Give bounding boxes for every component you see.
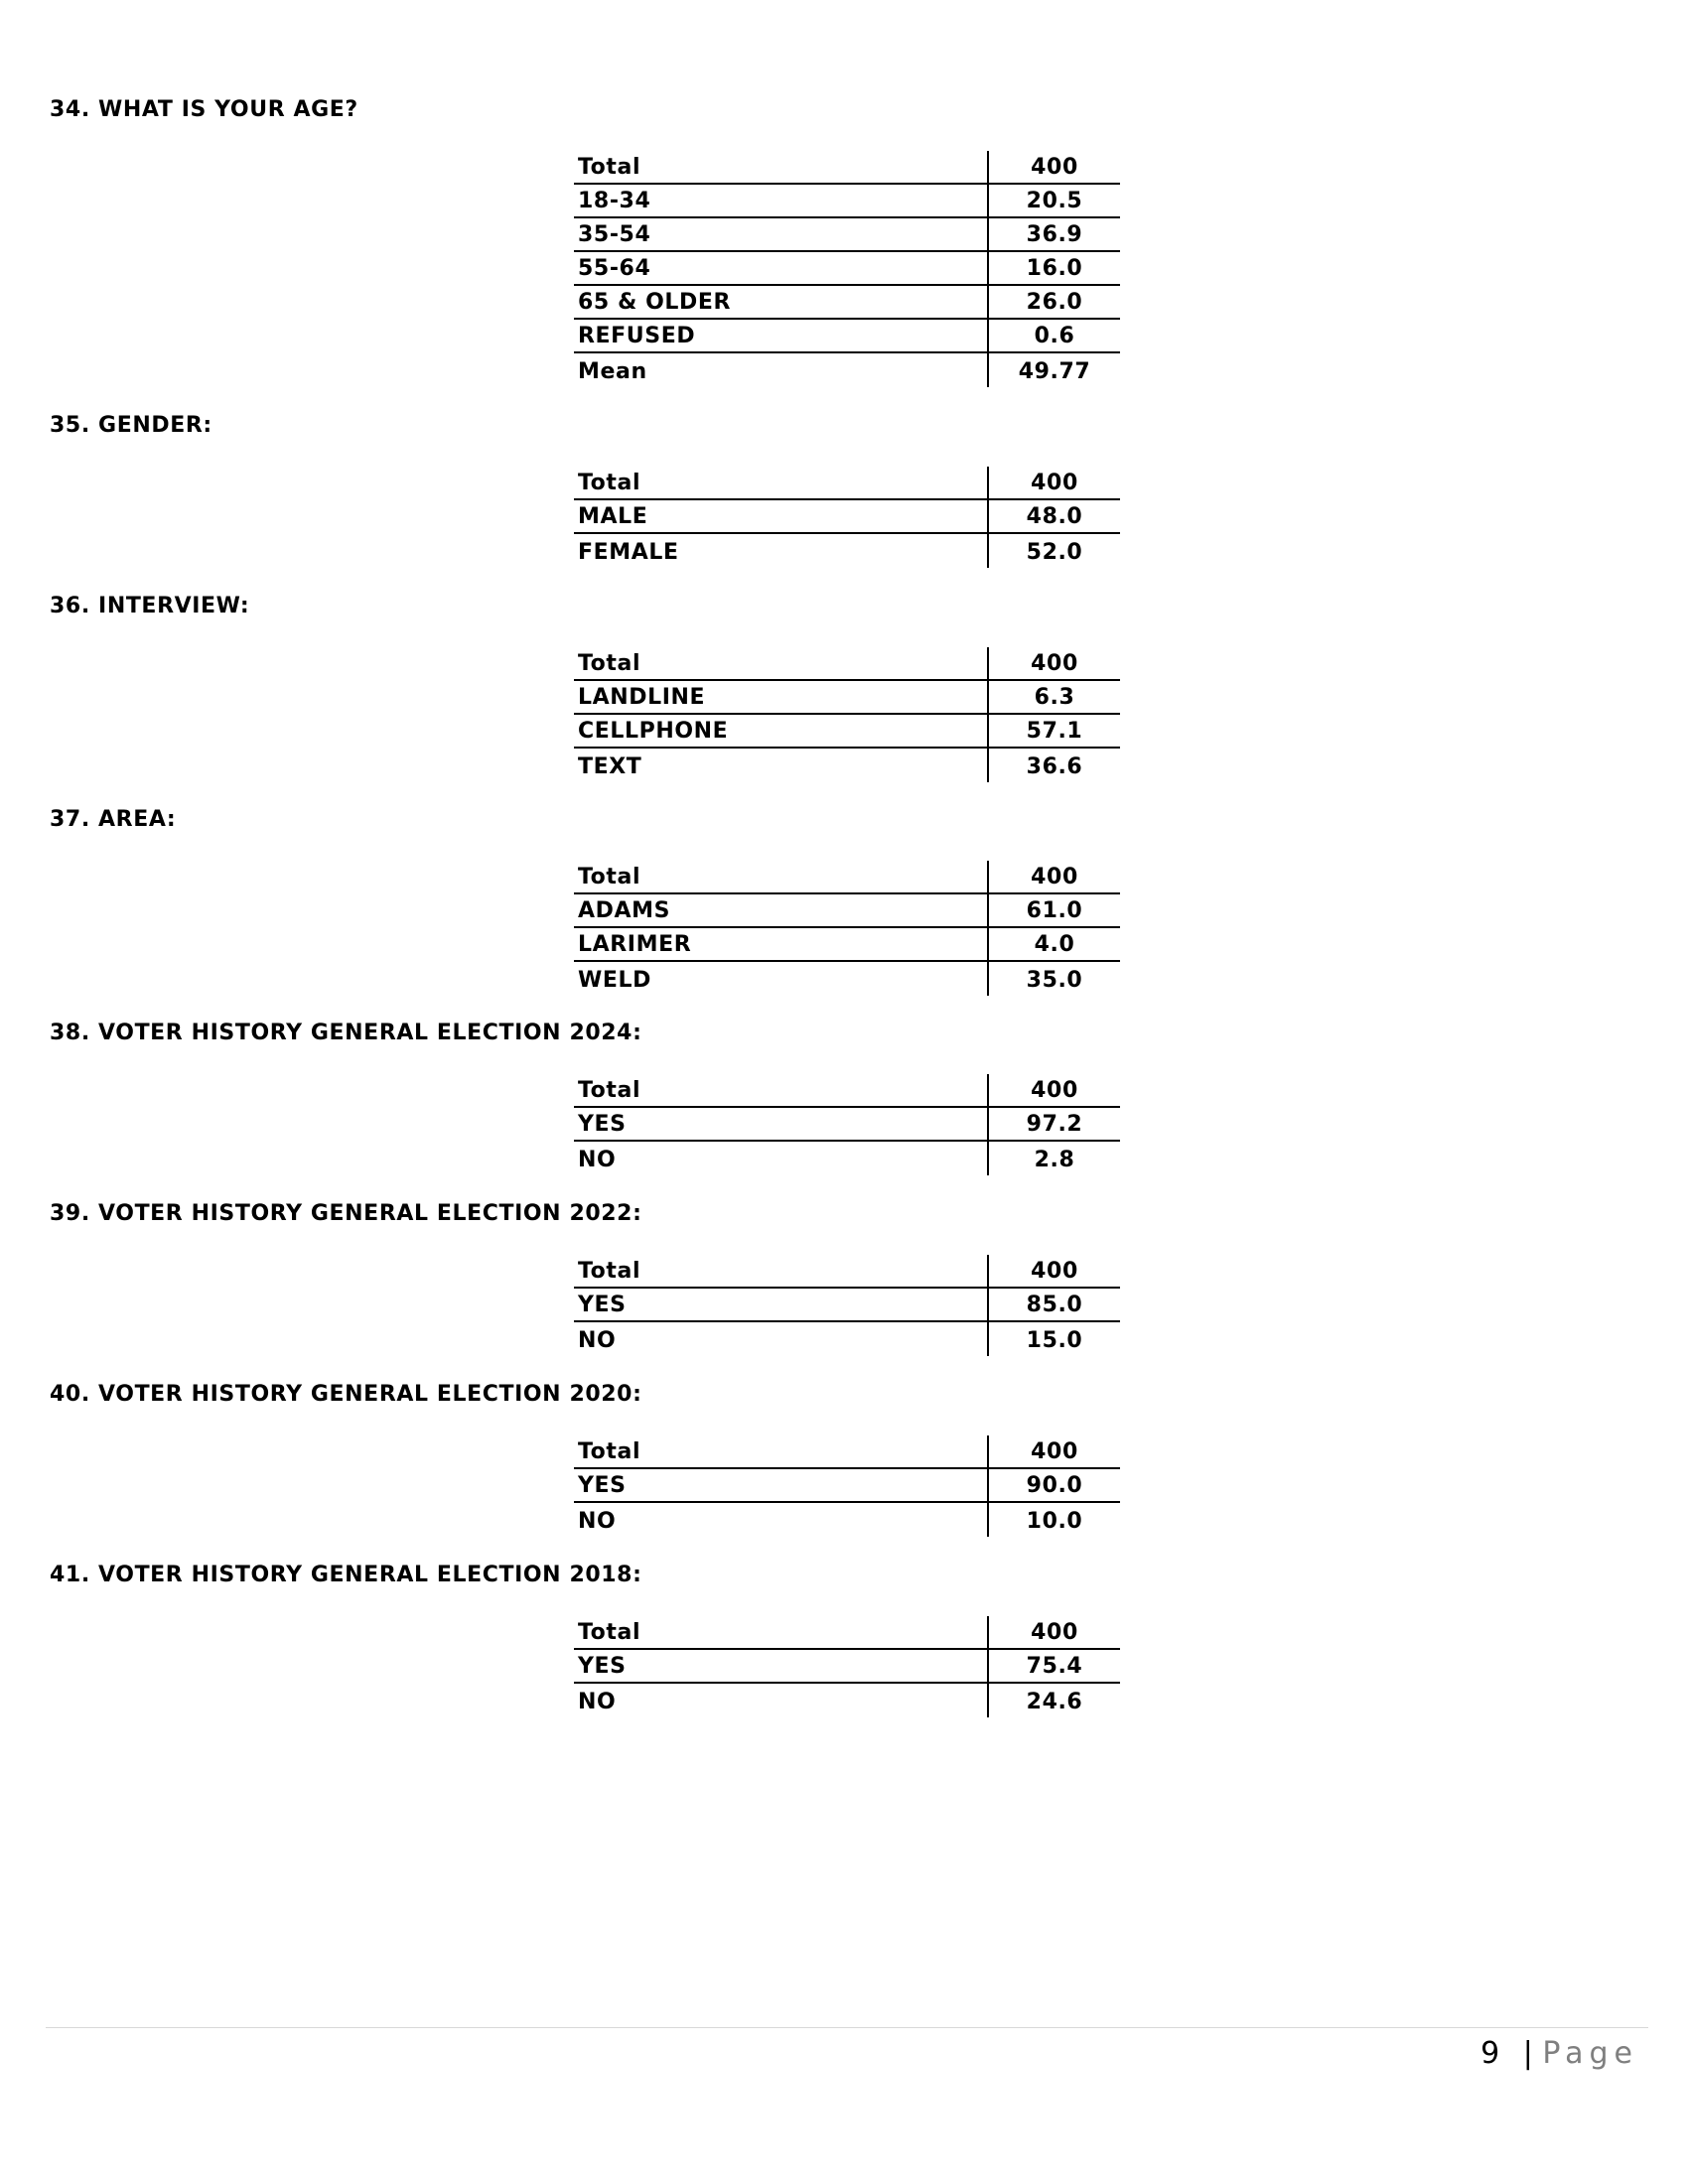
- table-row: [574, 185, 1120, 218]
- question-title: 40. VOTER HISTORY GENERAL ELECTION 2020:: [50, 1382, 642, 1407]
- row-value: 75.4: [987, 1650, 1120, 1682]
- results-table: [574, 861, 1120, 996]
- table-row: [574, 1650, 1120, 1684]
- row-value: 400: [987, 1435, 1120, 1467]
- footer-divider: [46, 2027, 1648, 2028]
- row-value: 57.1: [987, 715, 1120, 747]
- row-value: 400: [987, 151, 1120, 183]
- question-title: 34. WHAT IS YOUR AGE?: [50, 97, 358, 122]
- row-value: 400: [987, 1255, 1120, 1287]
- row-value: 26.0: [987, 286, 1120, 318]
- row-value: 48.0: [987, 500, 1120, 532]
- question-title: 41. VOTER HISTORY GENERAL ELECTION 2018:: [50, 1563, 642, 1587]
- table-row: [574, 500, 1120, 534]
- table-row: [574, 534, 1120, 568]
- row-label: YES: [578, 1112, 627, 1137]
- table-row: [574, 286, 1120, 320]
- row-label: NO: [578, 1148, 617, 1172]
- row-label: FEMALE: [578, 540, 679, 565]
- table-row: [574, 1289, 1120, 1322]
- row-label: REFUSED: [578, 324, 696, 348]
- table-row: [574, 861, 1120, 894]
- table-row: [574, 715, 1120, 749]
- row-label: NO: [578, 1690, 617, 1714]
- row-label: WELD: [578, 968, 651, 993]
- row-label: ADAMS: [578, 898, 671, 923]
- row-value: 90.0: [987, 1469, 1120, 1501]
- page-footer: [1480, 2035, 1638, 2073]
- row-value: 400: [987, 1616, 1120, 1648]
- table-row: [574, 320, 1120, 353]
- row-value: 16.0: [987, 252, 1120, 284]
- row-value: 2.8: [987, 1142, 1120, 1175]
- table-row: [574, 1074, 1120, 1108]
- table-row: [574, 962, 1120, 996]
- row-label: 18-34: [578, 189, 651, 213]
- results-table: [574, 1435, 1120, 1537]
- results-table: [574, 647, 1120, 782]
- table-row: [574, 467, 1120, 500]
- results-table: [574, 1074, 1120, 1175]
- table-row: [574, 1616, 1120, 1650]
- question-title: 36. INTERVIEW:: [50, 594, 250, 618]
- row-label: YES: [578, 1293, 627, 1317]
- page-separator: |: [1522, 2036, 1533, 2071]
- table-row: [574, 1322, 1120, 1356]
- row-value: 24.6: [987, 1684, 1120, 1717]
- row-label: Total: [578, 865, 641, 889]
- row-value: 20.5: [987, 185, 1120, 216]
- results-table: [574, 1616, 1120, 1717]
- table-row: [574, 218, 1120, 252]
- row-value: 36.6: [987, 749, 1120, 782]
- page-label: Page: [1542, 2036, 1638, 2071]
- row-value: 49.77: [987, 353, 1120, 387]
- question-title: 38. VOTER HISTORY GENERAL ELECTION 2024:: [50, 1021, 642, 1045]
- table-row: [574, 1503, 1120, 1537]
- row-label: Mean: [578, 359, 647, 384]
- row-label: 65 & OLDER: [578, 290, 732, 315]
- table-row: [574, 1142, 1120, 1175]
- row-value: 15.0: [987, 1322, 1120, 1356]
- table-row: [574, 1108, 1120, 1142]
- row-value: 61.0: [987, 894, 1120, 926]
- table-row: [574, 749, 1120, 782]
- row-value: 400: [987, 467, 1120, 498]
- row-label: YES: [578, 1654, 627, 1679]
- row-label: LARIMER: [578, 932, 692, 957]
- table-row: [574, 1255, 1120, 1289]
- question-title: 39. VOTER HISTORY GENERAL ELECTION 2022:: [50, 1201, 642, 1226]
- table-row: [574, 353, 1120, 387]
- page-number: 9: [1480, 2036, 1500, 2071]
- row-label: Total: [578, 155, 641, 180]
- row-value: 0.6: [987, 320, 1120, 351]
- row-value: 97.2: [987, 1108, 1120, 1140]
- row-label: YES: [578, 1473, 627, 1498]
- row-label: CELLPHONE: [578, 719, 729, 744]
- table-row: [574, 1435, 1120, 1469]
- table-row: [574, 647, 1120, 681]
- table-row: [574, 1469, 1120, 1503]
- row-value: 400: [987, 647, 1120, 679]
- question-title: 35. GENDER:: [50, 413, 212, 438]
- row-label: TEXT: [578, 754, 642, 779]
- row-label: MALE: [578, 504, 648, 529]
- row-label: Total: [578, 1078, 641, 1103]
- row-value: 52.0: [987, 534, 1120, 568]
- question-title: 37. AREA:: [50, 807, 177, 832]
- table-row: [574, 681, 1120, 715]
- row-value: 10.0: [987, 1503, 1120, 1537]
- row-label: 35-54: [578, 222, 651, 247]
- row-label: NO: [578, 1509, 617, 1534]
- row-label: Total: [578, 471, 641, 495]
- row-label: Total: [578, 651, 641, 676]
- table-row: [574, 252, 1120, 286]
- row-label: LANDLINE: [578, 685, 706, 710]
- row-label: NO: [578, 1328, 617, 1353]
- row-value: 36.9: [987, 218, 1120, 250]
- row-value: 6.3: [987, 681, 1120, 713]
- row-value: 35.0: [987, 962, 1120, 996]
- table-row: [574, 894, 1120, 928]
- table-row: [574, 151, 1120, 185]
- results-table: [574, 467, 1120, 568]
- table-row: [574, 928, 1120, 962]
- row-label: Total: [578, 1620, 641, 1645]
- row-value: 400: [987, 861, 1120, 892]
- row-value: 85.0: [987, 1289, 1120, 1320]
- table-row: [574, 1684, 1120, 1717]
- results-table: [574, 151, 1120, 387]
- row-label: Total: [578, 1439, 641, 1464]
- results-table: [574, 1255, 1120, 1356]
- row-label: 55-64: [578, 256, 651, 281]
- row-value: 4.0: [987, 928, 1120, 960]
- row-label: Total: [578, 1259, 641, 1284]
- row-value: 400: [987, 1074, 1120, 1106]
